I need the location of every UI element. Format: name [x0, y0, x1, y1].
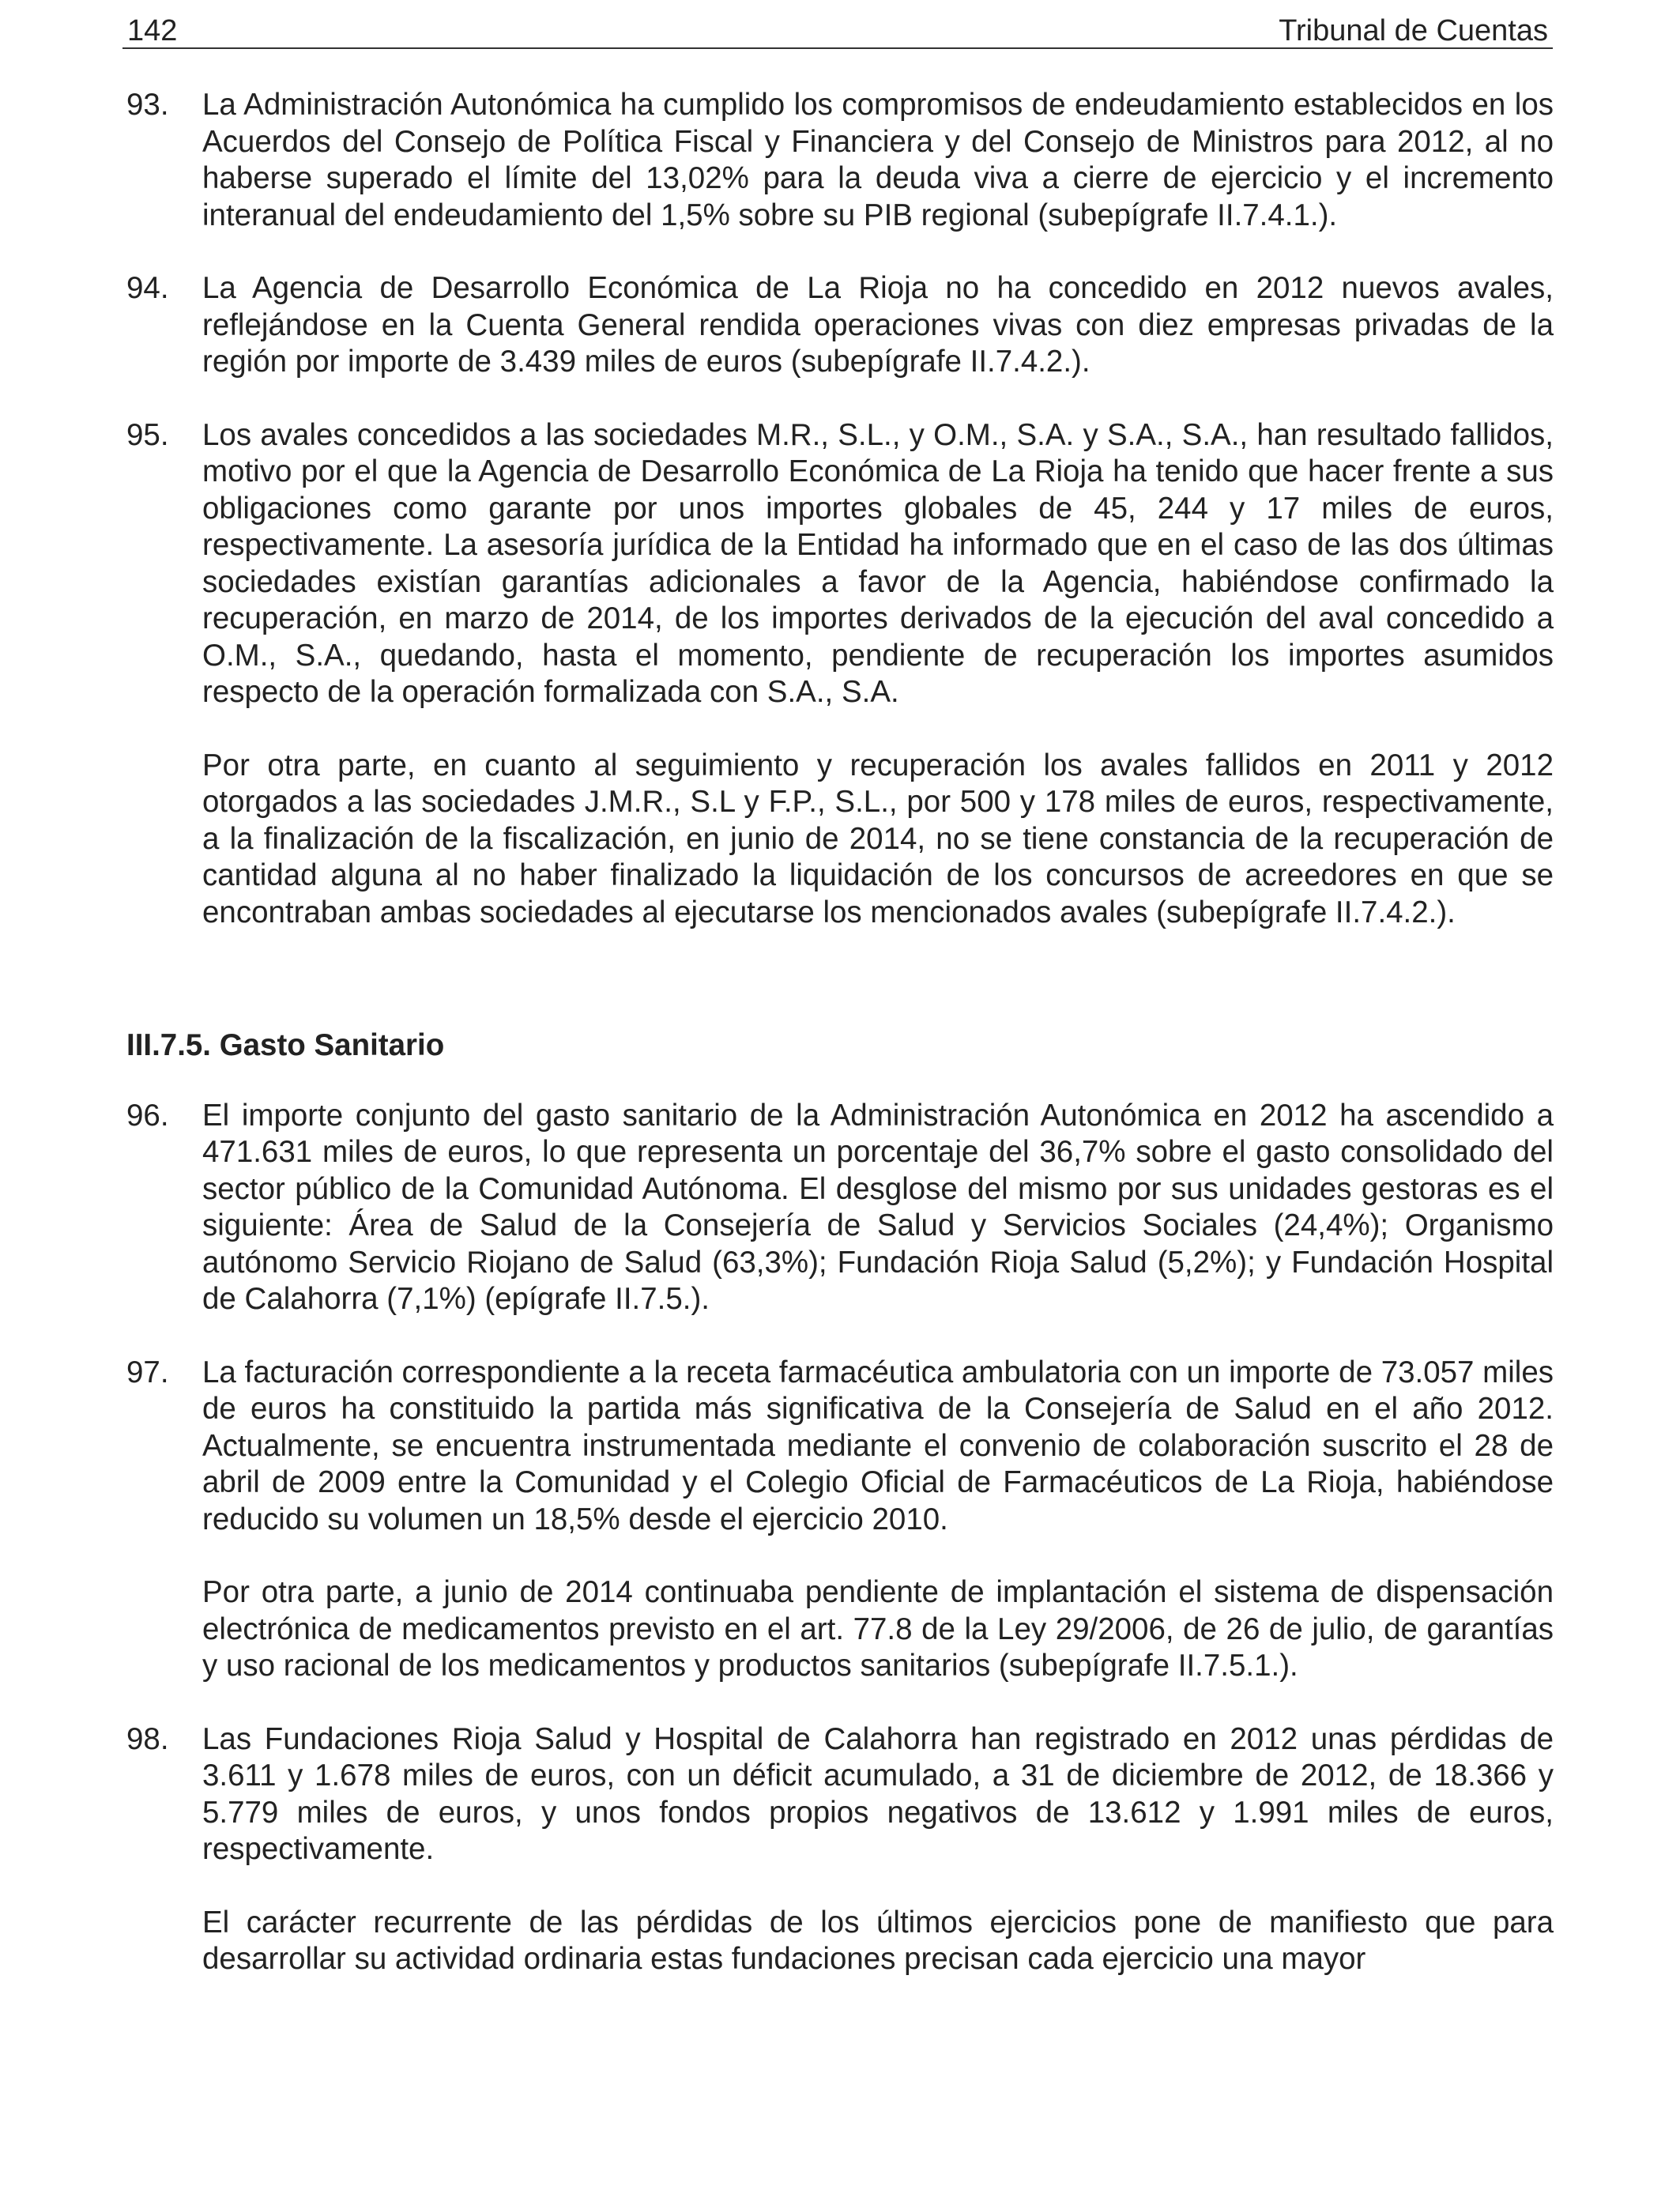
paragraph-text: El importe conjunto del gasto sanitario de la Administración Autonómica en 2012 ha ascendido a 471.631 miles de euros, lo que representa un porcentaje del 36,7% sobre el gasto consolidado del sector público de la Comunidad Autónoma. El desglose del mismo por sus unidades gestoras es el siguiente: Área de Salud de la Consejería de Salud y Servicios Sociales (24,4%); Organismo autónomo Servicio Riojano de Salud (63,3%); Fundación Rioja Salud (5,2%); y Fundación Hospital de Calahorra (7,1%) (epígrafe II.7.5.). — [202, 1098, 1554, 1316]
paragraph-number: 98. — [126, 1721, 169, 1756]
page-number: 142 — [127, 14, 178, 47]
paragraph-number: 94. — [126, 271, 169, 305]
page-header — [122, 8, 1553, 49]
document-body — [126, 87, 1554, 2015]
paragraph-text: La facturación correspondiente a la receta farmacéutica ambulatoria con un importe de 73.057 miles de euros ha constituido la partida más significativa de la Consejería de Salud en el año 2012. Actualmente, se encuentra instrumentada mediante el convenio de colaboración suscrito el 28 de abril de 2009 entre la Comunidad y el Colegio Oficial de Farmacéuticos de La Rioja, habiéndose reducido su volumen un 18,5% desde el ejercicio 2010. — [202, 1355, 1554, 1536]
numbered-paragraph-97 — [126, 1355, 1554, 1685]
paragraph-text: Por otra parte, a junio de 2014 continuaba pendiente de implantación el sistema de dispensación electrónica de medicamentos previsto en el art. 77.8 de la Ley 29/2006, de 26 de julio, de garantías y uso racional de los medicamentos y productos sanitarios (subepígrafe II.7.5.1.). — [202, 1575, 1554, 1683]
paragraph-text: Por otra parte, en cuanto al seguimiento y recuperación los avales fallidos en 2011 y 2012 otorgados a las sociedades J.M.R., S.L y F.P., S.L., por 500 y 178 miles de euros, respectivamente, a la finalización de la fiscalización, en junio de 2014, no se tiene constancia de la recuperación de cantidad alguna al no haber finalizado la liquidación de los concursos de acreedores en que se encontraban ambas sociedades al ejecutarse los mencionados avales (subepígrafe II.7.4.2.). — [202, 748, 1554, 929]
paragraph-number: 93. — [126, 88, 169, 122]
paragraph-text: El carácter recurrente de las pérdidas de los últimos ejercicios pone de manifiesto que para desarrollar su actividad ordinaria estas fundaciones precisan cada ejercicio una mayor — [202, 1905, 1554, 1976]
numbered-paragraph-95 — [126, 417, 1554, 932]
paragraph-number: 96. — [126, 1098, 169, 1133]
paragraph-text: La Agencia de Desarrollo Económica de La Rioja no ha concedido en 2012 nuevos avales, reflejándose en la Cuenta General rendida operaciones vivas con diez empresas privadas de la región por importe de 3.439 miles de euros (subepígrafe II.7.4.2.). — [202, 271, 1554, 379]
running-title: Tribunal de Cuentas — [1279, 14, 1548, 47]
paragraph-text: Los avales concedidos a las sociedades M.R., S.L., y O.M., S.A. y S.A., S.A., han resultado fallidos, motivo por el que la Agencia de Desarrollo Económica de La Rioja ha tenido que hacer frente a sus obligaciones como garante por unos importes globales de 45, 244 y 17 miles de euros, respectivamente. La asesoría jurídica de la Entidad ha informado que en el caso de las dos últimas sociedades existían garantías adicionales a favor de la Agencia, habiéndose confirmado la recuperación, en marzo de 2014, de los importes derivados de la ejecución del aval concedido a O.M., S.A., quedando, hasta el momento, pendiente de recuperación los importes asumidos respecto de la operación formalizada con S.A., S.A. — [202, 417, 1554, 709]
paragraph-body — [202, 270, 1554, 381]
paragraph-text: Las Fundaciones Rioja Salud y Hospital de Calahorra han registrado en 2012 unas pérdidas de 3.611 y 1.678 miles de euros, con un déficit acumulado, a 31 de diciembre de 2012, de 18.366 y 5.779 miles de euros, y unos fondos propios negativos de 13.612 y 1.991 miles de euros, respectivamente. — [202, 1721, 1554, 1866]
paragraph-body — [202, 417, 1554, 932]
paragraph-text: La Administración Autonómica ha cumplido los compromisos de endeudamiento establecidos en los Acuerdos del Consejo de Política Fiscal y Financiera y del Consejo de Ministros para 2012, al no haberse superado el límite del 13,02% para la deuda viva a cierre de ejercicio y el incremento interanual del endeudamiento del 1,5% sobre su PIB regional (subepígrafe II.7.4.1.). — [202, 88, 1554, 232]
section-heading: III.7.5. Gasto Sanitario — [126, 1028, 445, 1062]
paragraph-body — [202, 1355, 1554, 1685]
numbered-paragraph-93 — [126, 87, 1554, 234]
paragraph-number: 95. — [126, 417, 169, 452]
paragraph-body — [202, 87, 1554, 234]
paragraph-body — [202, 1721, 1554, 1978]
paragraph-number: 97. — [126, 1355, 169, 1389]
paragraph-body — [202, 1098, 1554, 1318]
numbered-paragraph-94 — [126, 270, 1554, 381]
numbered-paragraph-98 — [126, 1721, 1554, 1978]
numbered-paragraph-96 — [126, 1098, 1554, 1318]
